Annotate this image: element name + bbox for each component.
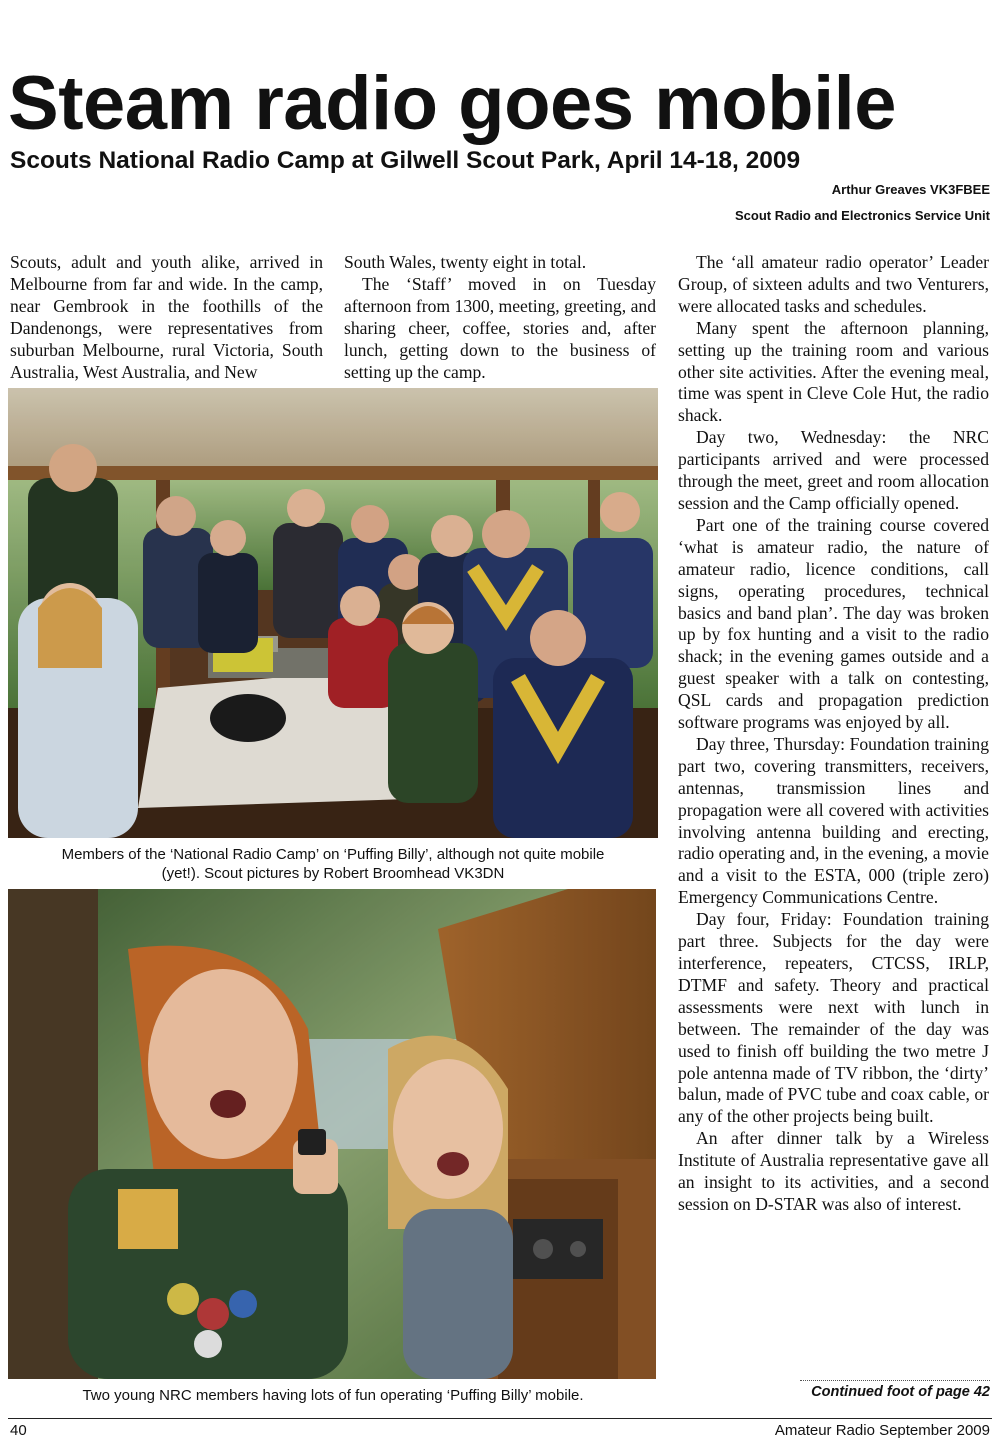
photo2-caption: Two young NRC members having lots of fun operating ‘Puffing Billy’ mobile. bbox=[82, 1387, 584, 1404]
article-column-2 bbox=[344, 252, 656, 383]
magazine-footer: Amateur Radio September 2009 bbox=[774, 1422, 990, 1439]
continued-rule bbox=[800, 1380, 990, 1381]
subheadline: Scouts National Radio Camp at Gilwell Scout Park, April 14-18, 2009 bbox=[10, 147, 801, 174]
article-column-3 bbox=[678, 252, 989, 1216]
paragraph: Many spent the afternoon planning, setting up the training room and various other site activities. After the evening meal, time was spent in Cleve Cole Hut, the radio shack. bbox=[678, 317, 989, 426]
paragraph: Day three, Thursday: Foundation training part two, covering transmitters, receivers, antennas, transmission lines and propagation were all covered with activities involving antenna building and erecting, radio operating and, in the evening, a movie and a visit to the ESTA, 000 (triple zero) Emergency Communications Centre. bbox=[678, 733, 989, 908]
paragraph: The ‘Staff’ moved in on Tuesday afternoon from 1300, meeting, greeting, and sharing cheer, coffee, stories and, after lunch, getting down to the business of setting up the camp. bbox=[344, 273, 656, 382]
paragraph: Day two, Wednesday: the NRC participants arrived and were processed through the meet, greet and room allocation session and the Camp officially opened. bbox=[678, 427, 989, 513]
paragraph: Scouts, adult and youth alike, arrived in Melbourne from far and wide. In the camp, near Gembrook in the foothills of the Dandenongs, were representatives from suburban Melbourne, rural Victoria, South Australia, West Australia, and New bbox=[10, 252, 323, 382]
paragraph: Part one of the training course covered ‘what is amateur radio, the nature of amateur radio, licence conditions, call signs, operating procedures, technical basics and band plan’. The day was broken up by fox hunting and a visit to the radio shack; in the evening games outside and a guest speaker with a talk on contesting, QSL cards and propagation prediction software programs was enjoyed by all. bbox=[678, 514, 989, 733]
author-byline: Arthur Greaves VK3FBEE bbox=[831, 182, 990, 197]
paragraph: South Wales, twenty eight in total. bbox=[344, 252, 587, 272]
page-number: 40 bbox=[10, 1422, 27, 1439]
paragraph: The ‘all amateur radio operator’ Leader Group, of sixteen adults and two Venturers, were allocated tasks and schedules. bbox=[678, 252, 989, 316]
caption-line: Members of the ‘National Radio Camp’ on ‘Puffing Billy’, although not quite mobile bbox=[61, 846, 605, 863]
group-photo bbox=[8, 388, 658, 838]
operating-photo bbox=[8, 889, 656, 1379]
article-column-1 bbox=[10, 252, 323, 383]
caption-line: (yet!). Scout pictures by Robert Broomhead VK3DN bbox=[161, 865, 505, 882]
author-organisation: Scout Radio and Electronics Service Unit bbox=[734, 208, 990, 223]
continued-note: Continued foot of page 42 bbox=[811, 1384, 990, 1400]
paragraph: Day four, Friday: Foundation training part three. Subjects for the day were interference, repeaters, CTCSS, IRLP, DTMF and safety. Theory and practical assessments were next with lunch in between. The remainder of the day was used to finish off building the two metre J pole antenna made of TV ribbon, the ‘dirty’ balun, made of PVC tube and coax cable, or any of the other projects being built. bbox=[678, 909, 989, 1127]
paragraph: An after dinner talk by a Wireless Institute of Australia representative gave all an insight to its activities, and a second session on D-STAR was also of interest. bbox=[678, 1128, 989, 1214]
headline: Steam radio goes mobile bbox=[8, 61, 897, 146]
footer-rule bbox=[8, 1418, 992, 1419]
photo1-caption bbox=[8, 845, 658, 883]
